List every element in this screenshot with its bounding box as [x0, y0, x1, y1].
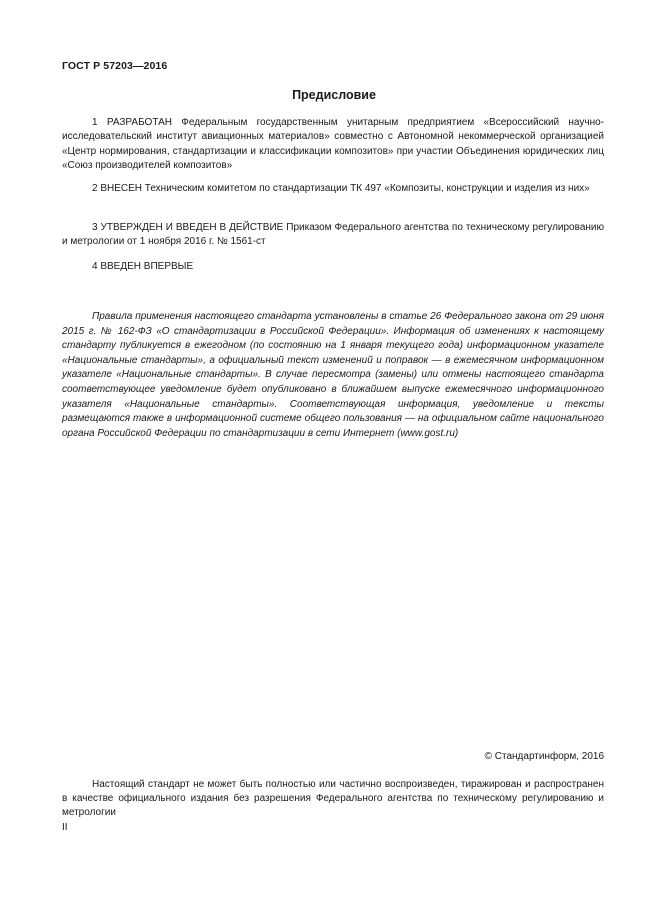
- page-number: II: [62, 822, 68, 833]
- copyright-line: © Стандартинформ, 2016: [484, 751, 604, 762]
- paragraph-approved: 3 УТВЕРЖДЕН И ВВЕДЕН В ДЕЙСТВИЕ Приказом Федерального агентства по техническому регулированию и метрологии от 1 ноября 2016 г. № 1561-ст: [62, 222, 604, 248]
- paragraph-developed-by: 1 РАЗРАБОТАН Федеральным государственным унитарным предприятием «Всероссийский научно-исследовательский институт авиационных материалов» совместно с Автономной некоммерческой организацией «Центр нормирования, стандартизации и классификации композитов» при участии Объединения юридических лиц «Союз производителей композитов»: [62, 117, 604, 171]
- document-code: ГОСТ Р 57203—2016: [62, 60, 168, 72]
- paragraph-introduced-by: 2 ВНЕСЕН Техническим комитетом по стандартизации ТК 497 «Композиты, конструкции и изделия из них»: [92, 183, 590, 194]
- page-title: Предисловие: [292, 88, 376, 102]
- standard-application-notice: Правила применения настоящего стандарта установлены в статье 26 Федерального закона от 29 июня 2015 г. № 162-ФЗ «О стандартизации в Российской Федерации». Информация об изменениях к настоящему стандарту публикуется в ежегодном (по состоянию на 1 января текущего года) информационном указателе «Национальные стандарты», а официальный текст изменений и поправок — в ежемесячном информационном указателе «Национальные стандарты». В случае пересмотра (замены) или отмены настоящего стандарта соответствующее уведомление будет опубликовано в ближайшем выпуске ежемесячного информационного указателя «Национальные стандарты». Соответствующая информация, уведомление и тексты размещаются также в информационной системе общего пользования — на официальном сайте национального органа Российской Федерации по стандартизации в сети Интернет (www.gost.ru): [62, 311, 604, 439]
- reproduction-notice: Настоящий стандарт не может быть полностью или частично воспроизведен, тиражирован и распространен в качестве официального издания без разрешения Федерального агентства по техническому регулированию и метрологии: [62, 779, 604, 818]
- paragraph-first-introduced: 4 ВВЕДЕН ВПЕРВЫЕ: [92, 261, 194, 272]
